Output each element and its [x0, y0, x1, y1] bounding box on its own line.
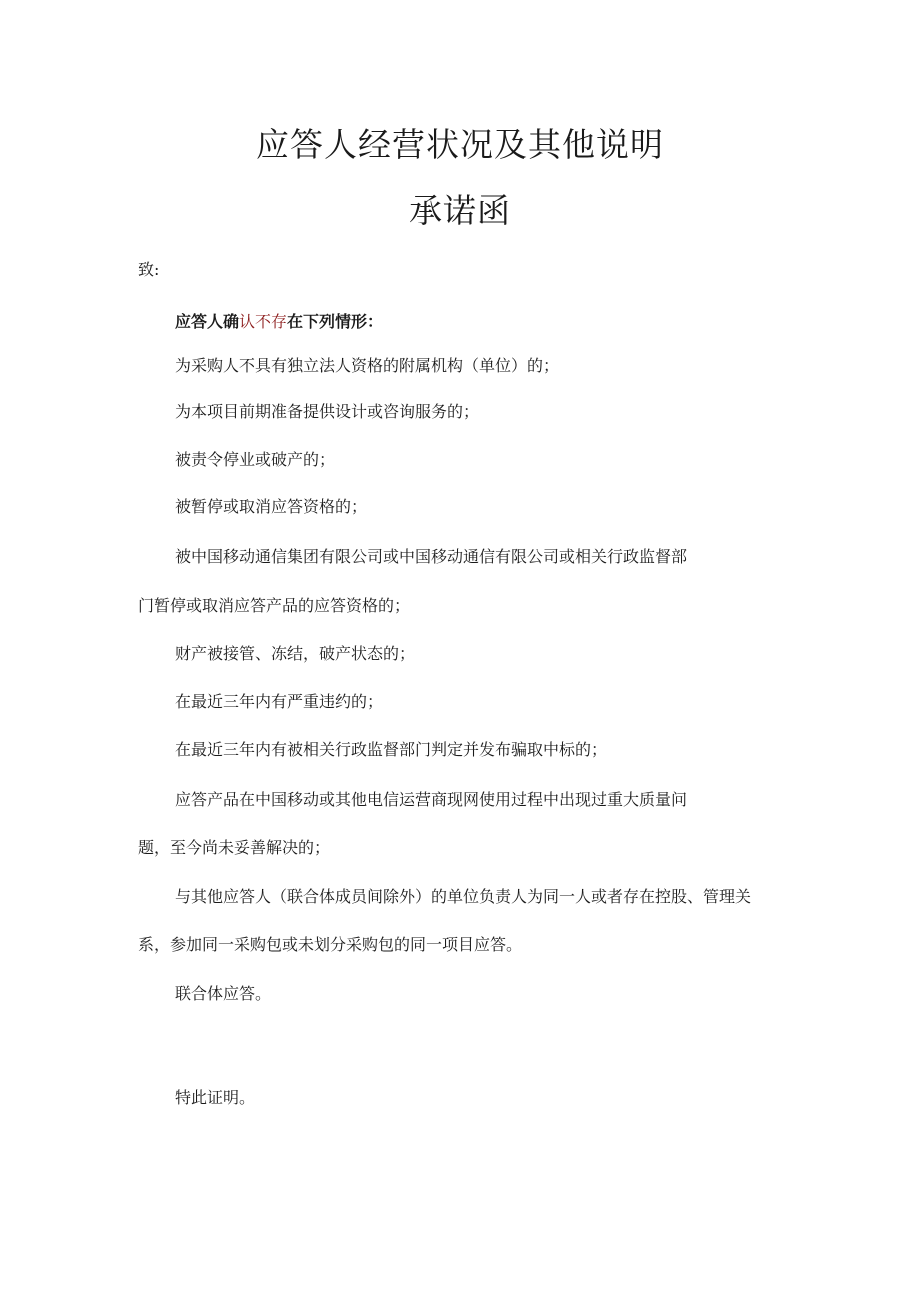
condition-line: 为采购人不具有独立法人资格的附属机构（单位）的； — [175, 356, 560, 375]
heading-pre: 应答人确 — [175, 312, 240, 331]
heading-highlight: 认不存 — [239, 312, 288, 331]
condition-line: 被中国移动通信集团有限公司或中国移动通信有限公司或相关行政监督部 — [175, 547, 688, 566]
condition-line: 财产被接管、冻结，破产状态的； — [175, 644, 416, 663]
condition-line: 系，参加同一采购包或未划分采购包的同一项目应答。 — [138, 935, 523, 954]
heading-post: 在下列情形： — [287, 312, 384, 331]
condition-line: 应答产品在中国移动或其他电信运营商现网使用过程中出现过重大质量问 — [175, 790, 688, 809]
condition-line: 与其他应答人（联合体成员间除外）的单位负责人为同一人或者存在控股、管理关 — [175, 887, 752, 906]
condition-line: 被暂停或取消应答资格的； — [175, 497, 368, 516]
condition-line: 题，至今尚未妥善解决的； — [138, 838, 331, 857]
condition-line: 为本项目前期准备提供设计或咨询服务的； — [175, 402, 480, 421]
condition-line: 联合体应答。 — [175, 984, 272, 1003]
conditions-heading — [175, 314, 383, 330]
document-subtitle: 承诺函 — [409, 191, 511, 230]
salutation: 致: — [138, 260, 160, 279]
document-title: 应答人经营状况及其他说明 — [256, 125, 664, 164]
condition-line: 在最近三年内有严重违约的； — [175, 692, 384, 711]
condition-line: 被责令停业或破产的； — [175, 450, 336, 469]
condition-line: 门暂停或取消应答产品的应答资格的； — [138, 596, 411, 615]
closing-statement: 特此证明。 — [175, 1088, 256, 1107]
condition-line: 在最近三年内有被相关行政监督部门判定并发布骗取中标的； — [175, 740, 608, 759]
